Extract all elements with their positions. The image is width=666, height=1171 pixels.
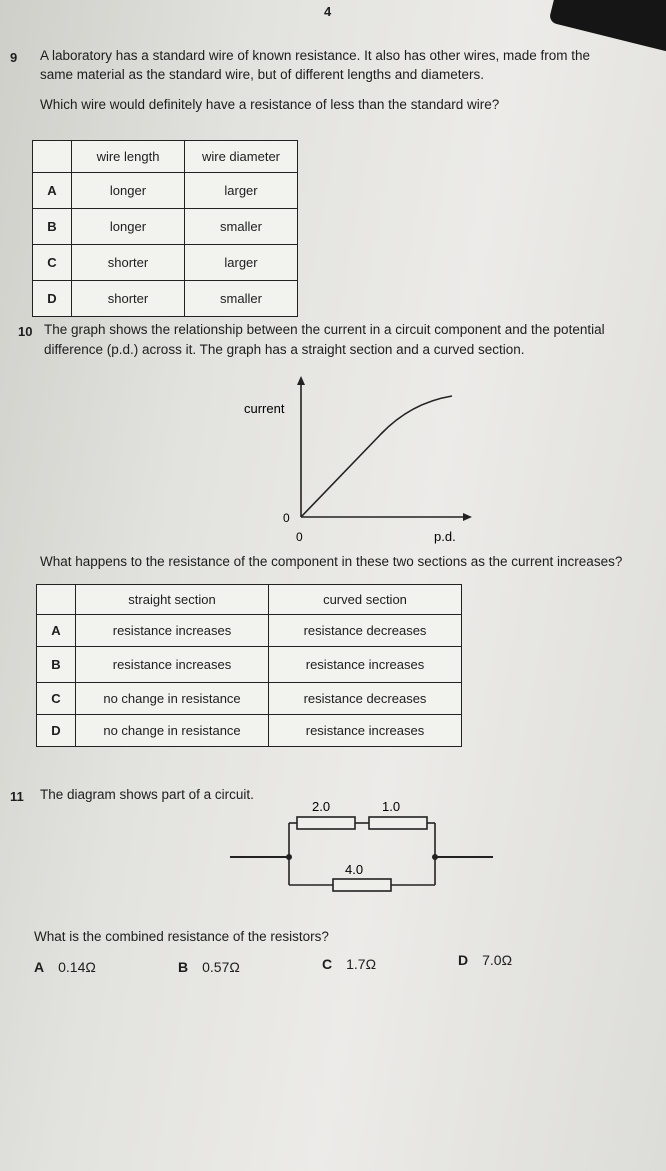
q10-row-letter: A	[37, 615, 76, 647]
q10-row-d	[37, 715, 462, 747]
page-number: 4	[324, 4, 332, 19]
graph-x-arrow	[463, 513, 472, 521]
q10-line2: difference (p.d.) across it. The graph has a straight section and a curved section.	[44, 342, 525, 357]
q9-row-length: shorter	[72, 245, 185, 281]
q10-line1: The graph shows the relationship between the current in a circuit component and the potential	[44, 322, 605, 337]
q9-line2: same material as the standard wire, but of different lengths and diameters.	[40, 67, 484, 82]
q9-line1: A laboratory has a standard wire of known resistance. It also has other wires, made from the	[40, 48, 591, 63]
graph-y-origin: 0	[283, 511, 290, 525]
q9-row-length: longer	[72, 173, 185, 209]
q11-question: What is the combined resistance of the resistors?	[34, 929, 329, 944]
option-value: 1.7Ω	[346, 956, 377, 972]
q9-row-letter: C	[33, 245, 72, 281]
q9-header-length: wire length	[72, 141, 185, 173]
q9-row-length: longer	[72, 209, 185, 245]
resistor-4-0	[333, 879, 391, 891]
q11-option-a	[34, 959, 96, 975]
q10-row-straight: no change in resistance	[76, 715, 269, 747]
q10-row-straight: no change in resistance	[76, 683, 269, 715]
q10-row-curved: resistance decreases	[269, 683, 462, 715]
resistor-label-r2: 1.0	[382, 799, 401, 814]
q9-table	[32, 140, 298, 317]
graph-x-label: p.d.	[434, 529, 456, 544]
q11-option-b	[178, 959, 240, 975]
q10-row-letter: D	[37, 715, 76, 747]
q11-circuit	[225, 795, 500, 895]
q10-number: 10	[18, 324, 33, 339]
q10-table	[36, 584, 462, 747]
q10-header-curved: curved section	[269, 585, 462, 615]
q9-row-d	[33, 281, 298, 317]
q10-row-curved: resistance decreases	[269, 615, 462, 647]
q10-row-a	[37, 615, 462, 647]
q9-header-blank	[33, 141, 72, 173]
q10-graph	[230, 370, 490, 550]
q9-row-diameter: smaller	[185, 209, 298, 245]
q10-row-curved: resistance increases	[269, 647, 462, 683]
resistor-label-r1: 2.0	[312, 799, 331, 814]
q10-row-b	[37, 647, 462, 683]
q9-row-diameter: larger	[185, 173, 298, 209]
q9-header-row	[33, 141, 298, 173]
q9-number: 9	[10, 50, 18, 65]
resistor-1-0	[369, 817, 427, 829]
graph-y-label: current	[244, 401, 285, 416]
q9-row-length: shorter	[72, 281, 185, 317]
graph-x-origin: 0	[296, 530, 303, 544]
q9-row-diameter: larger	[185, 245, 298, 281]
q9-row-b	[33, 209, 298, 245]
q9-header-diameter: wire diameter	[185, 141, 298, 173]
resistor-2-0	[297, 817, 355, 829]
option-letter: B	[178, 959, 189, 975]
option-value: 0.14Ω	[58, 959, 96, 975]
option-value: 7.0Ω	[482, 952, 513, 968]
q11-line1: The diagram shows part of a circuit.	[40, 787, 254, 802]
q10-row-c	[37, 683, 462, 715]
option-letter: A	[34, 959, 45, 975]
q10-header-row	[37, 585, 462, 615]
q10-row-letter: B	[37, 647, 76, 683]
q10-question: What happens to the resistance of the component in these two sections as the current increases?	[40, 554, 623, 569]
q10-row-straight: resistance increases	[76, 647, 269, 683]
option-value: 0.57Ω	[202, 959, 240, 975]
q9-row-letter: D	[33, 281, 72, 317]
q9-question: Which wire would definitely have a resistance of less than the standard wire?	[40, 97, 500, 112]
q11-number: 11	[10, 789, 24, 804]
graph-curve	[301, 396, 452, 517]
q11-option-d	[458, 952, 512, 968]
q9-row-letter: A	[33, 173, 72, 209]
q9-row-a	[33, 173, 298, 209]
resistor-label-r3: 4.0	[345, 862, 364, 877]
q10-row-letter: C	[37, 683, 76, 715]
graph-y-arrow	[297, 376, 305, 385]
option-letter: C	[322, 956, 333, 972]
q10-header-blank	[37, 585, 76, 615]
q10-row-straight: resistance increases	[76, 615, 269, 647]
q9-row-diameter: smaller	[185, 281, 298, 317]
q9-row-letter: B	[33, 209, 72, 245]
q11-option-c	[322, 956, 376, 972]
q10-header-straight: straight section	[76, 585, 269, 615]
q10-row-curved: resistance increases	[269, 715, 462, 747]
q9-row-c	[33, 245, 298, 281]
option-letter: D	[458, 952, 469, 968]
